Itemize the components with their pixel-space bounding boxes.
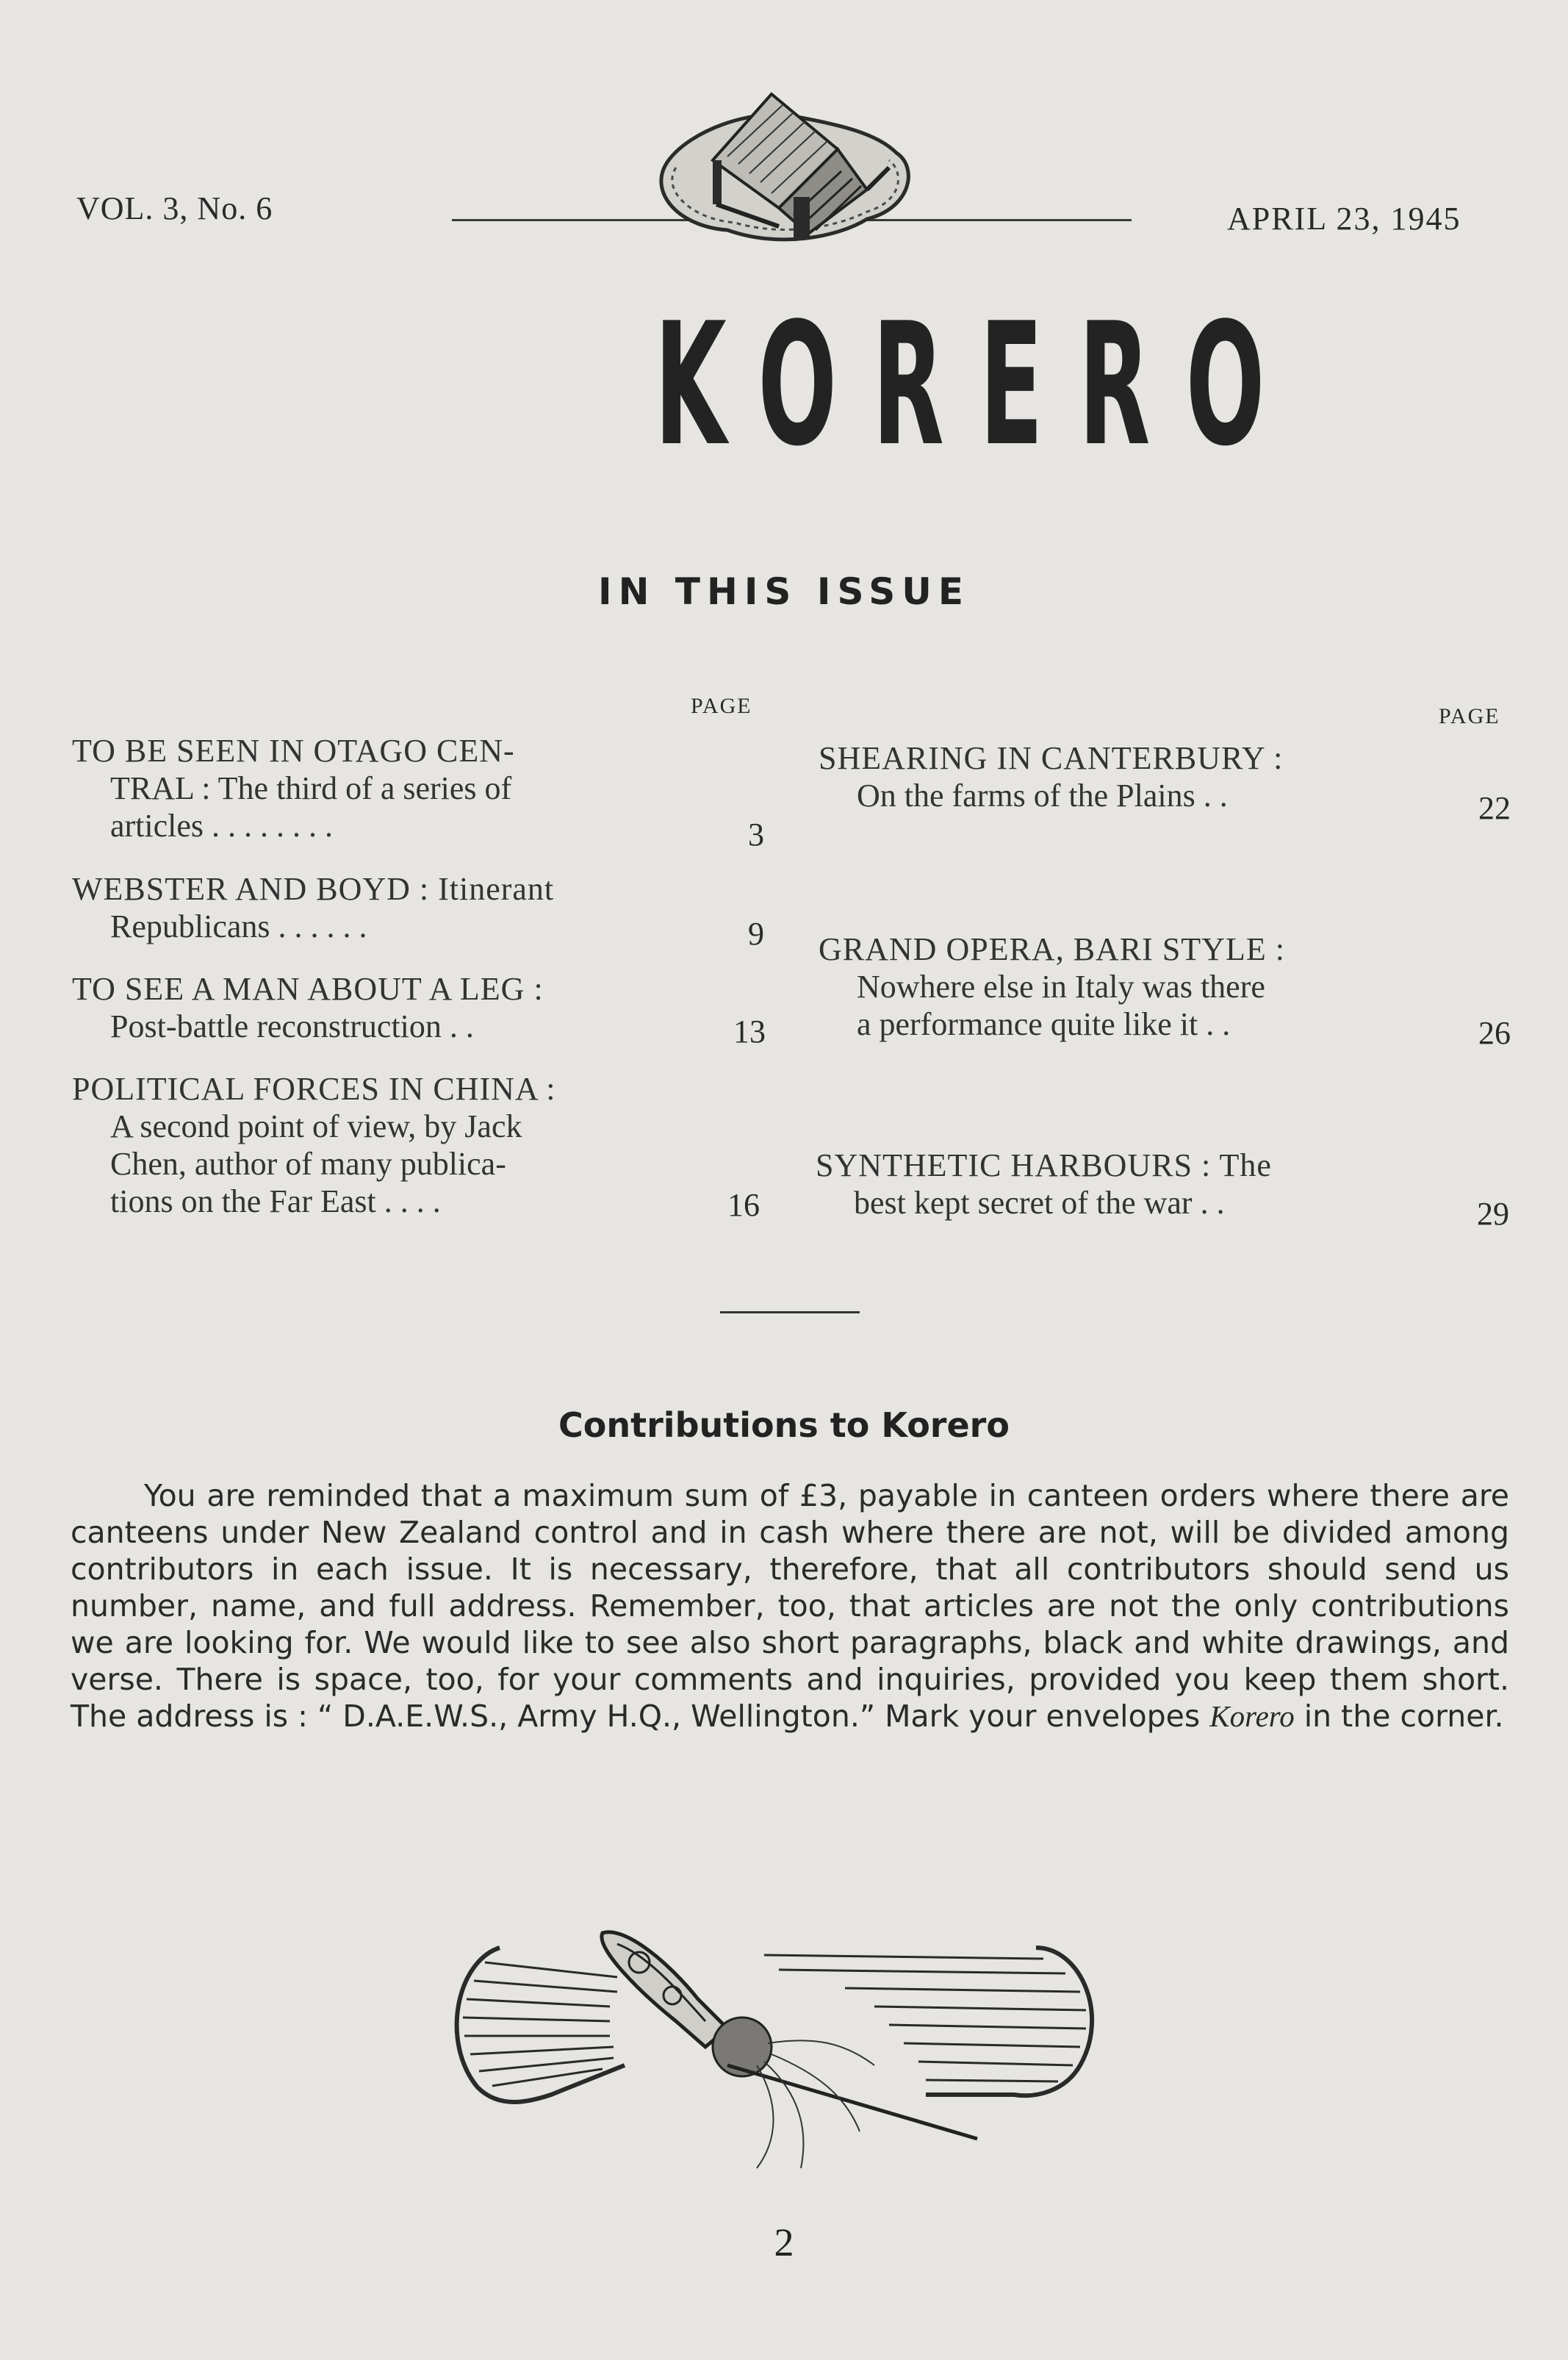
toc-entry[interactable] [816, 1147, 1447, 1222]
page-column-label-right: PAGE [1439, 704, 1500, 728]
toc-entry-subtitle: Republicans . . . . . . [110, 908, 367, 944]
toc-entry-title: TO BE SEEN IN OTAGO CEN- [72, 733, 515, 769]
toc-entry[interactable] [72, 1070, 704, 1220]
toc-entry-subtitle: best kept secret of the war . . [854, 1185, 1225, 1221]
toc-entry-subtitle: Post-battle reconstruction . . [110, 1008, 474, 1044]
masthead-title: KORERO [654, 287, 1301, 484]
toc-entry-subtitle: Chen, author of many publica- [110, 1146, 506, 1182]
section-divider [720, 1311, 860, 1313]
toc-page-number: 3 [748, 817, 764, 853]
contributions-heading: Contributions to Korero [558, 1405, 1010, 1445]
toc-entry[interactable] [72, 870, 704, 945]
toc-page-number: 26 [1478, 1015, 1511, 1051]
contributions-body-italic: Korero [1209, 1699, 1295, 1733]
toc-entry-subtitle: A second point of view, by Jack [110, 1108, 522, 1144]
toc-entry-subtitle: On the farms of the Plains . . [857, 778, 1228, 814]
toc-entry-title: GRAND OPERA, BARI STYLE : [819, 931, 1285, 967]
taiaha-ornament-icon [434, 1918, 1124, 2183]
page-number: 2 [774, 2220, 794, 2264]
contributions-body [71, 1477, 1509, 1735]
toc-page-number: 29 [1477, 1196, 1509, 1232]
page-column-label-left: PAGE [691, 694, 752, 718]
toc-page-number: 13 [733, 1014, 766, 1050]
toc-page-number: 22 [1478, 790, 1511, 826]
toc-entry-title: SHEARING IN CANTERBURY : [819, 740, 1284, 776]
toc-entry-subtitle: a performance quite like it . . [857, 1006, 1231, 1042]
toc-entry-title: WEBSTER AND BOYD : Itinerant [72, 871, 555, 907]
toc-page-number: 9 [748, 916, 764, 952]
volume-number: VOL. 3, No. 6 [76, 190, 273, 226]
contributions-body-text: You are reminded that a maximum sum of £3, payable in canteen orders where there are canteens under New Zealand control and in cash where there are not, will be divided among contributors in each issue. It is necessary, therefore, that all contributors should send us number, name, and full address. Remember, too, that articles are not the only contributions we are looking for. We would like to see also short paragraphs, black and white drawings, and verse. There is space, too, for your comments and inquiries, provided you keep them short. The address is : “ D.A.E.W.S., Army H.Q., Wellington.” Mark your envelopes [71, 1478, 1509, 1734]
toc-entry-title: TO SEE A MAN ABOUT A LEG : [72, 971, 544, 1007]
contributions-body-end: in the corner. [1294, 1699, 1504, 1734]
toc-entry-subtitle: TRAL : The third of a series of [110, 770, 512, 806]
toc-page-number: 16 [727, 1187, 760, 1223]
meeting-house-icon [647, 79, 926, 256]
toc-entry[interactable] [819, 930, 1450, 1043]
toc-entry-subtitle: Nowhere else in Italy was there [857, 969, 1265, 1005]
toc-entry[interactable] [72, 732, 704, 844]
toc-entry-title: POLITICAL FORCES IN CHINA : [72, 1071, 556, 1107]
toc-entry-subtitle: articles . . . . . . . . [110, 808, 334, 844]
contents-heading: IN THIS ISSUE [598, 570, 970, 613]
toc-entry-subtitle: tions on the Far East . . . . [110, 1183, 441, 1219]
toc-entry-title: SYNTHETIC HARBOURS : The [816, 1147, 1272, 1183]
toc-entry[interactable] [72, 970, 704, 1045]
issue-date: APRIL 23, 1945 [1227, 201, 1461, 237]
toc-entry[interactable] [819, 739, 1450, 814]
